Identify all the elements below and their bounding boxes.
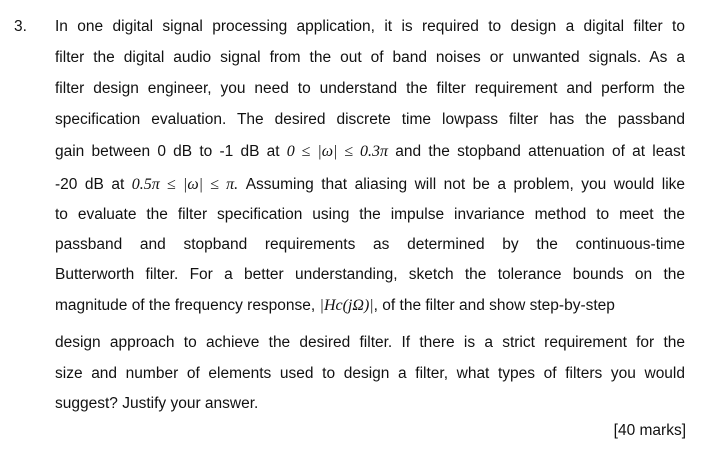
line-5-text-before: gain between 0 dB to -1 dB at	[55, 143, 280, 160]
question-line-9: Butterworth filter. For a better understanding, sketch the tolerance bounds on the	[55, 266, 685, 283]
question-line-1: In one digital signal processing application, it is required to design a digital filter to	[55, 18, 685, 35]
line-5-text-after: and the stopband attenuation of at least	[395, 143, 686, 160]
line-10-text-after: , of the filter and show step-by-step	[373, 297, 615, 314]
question-line-8: passband and stopband requirements as determined by the continuous-time	[55, 236, 685, 253]
line-6-text-before: -20 dB at	[55, 176, 125, 193]
passband-range-math: 0 ≤ |ω| ≤ 0.3π	[286, 143, 389, 160]
question-line-7: to evaluate the filter specification using the impulse invariance method to meet the	[55, 206, 685, 223]
question-line-2: filter the digital audio signal from the out of band noises or unwanted signals. As a	[55, 49, 685, 66]
frequency-response-math: |Hc(jΩ)|	[319, 297, 374, 314]
question-line-5	[55, 142, 685, 162]
question-line-11: design approach to achieve the desired filter. If there is a strict requirement for the	[55, 334, 685, 351]
question-number: 3.	[14, 18, 27, 35]
question-line-4: specification evaluation. The desired discrete time lowpass filter has the passband	[55, 111, 685, 128]
question-line-10	[55, 296, 685, 316]
line-10-text-before: magnitude of the frequency response,	[55, 297, 316, 314]
stopband-range-math: 0.5π ≤ |ω| ≤ π.	[131, 176, 239, 193]
marks-allocation: [40 marks]	[613, 422, 686, 439]
question-line-6	[55, 175, 685, 195]
question-line-3: filter design engineer, you need to understand the filter requirement and perform the	[55, 80, 685, 97]
question-line-13: suggest? Justify your answer.	[55, 395, 259, 412]
line-6-text-after: Assuming that aliasing will not be a problem, you would like	[245, 176, 686, 193]
question-line-12: size and number of elements used to design a filter, what types of filters you would	[55, 365, 685, 382]
